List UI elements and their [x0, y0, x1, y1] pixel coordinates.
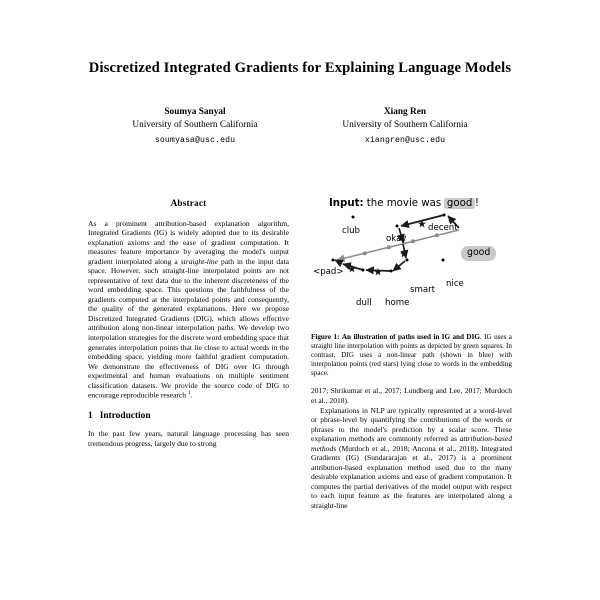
left-column [88, 198, 289, 448]
input-punctuation: ! [474, 198, 479, 209]
abstract-part-3: . [190, 390, 193, 400]
rc-part-1: Explanations in NLP are typically represented at a word-level or phrase-level by quantifying the contributions of the words or phrases to the model's prediction by a scalar score. These explanation methods are commonly referred as [311, 405, 512, 444]
node-label-good-highlighted: good [461, 246, 496, 261]
page-title: Discretized Integrated Gradients for Explaining Language Models [88, 60, 512, 76]
input-highlighted-token: good [444, 198, 474, 209]
abstract-part-1: As a prominent attribution-based explanation algorithm, Integrated Gradients (IG) is widely adopted due to its desirable explanation axioms and the ease of gradient computation. It measures feature importance by averaging the model's output gradient interpolated along a [88, 218, 289, 266]
node-label-club: club [342, 226, 361, 236]
abstract-heading: Abstract [170, 198, 207, 208]
introduction-paragraph: In the past few years, natural language processing has seen tremendous progress, largely due to strong [88, 429, 289, 448]
section-title: Introduction [99, 411, 151, 422]
node-label-nice: nice [446, 279, 464, 289]
author-email: soumyasa@usc.edu [154, 135, 236, 145]
section-number: 1 [88, 411, 93, 422]
figure-caption-text: . IG uses a straight line interpolation with points as depicted by green squares. In contrast, DIG uses a non-linear path (shown in blue) with interpolation points (red stars) lying close to words in the embedding space. [311, 333, 512, 378]
node-label-decent: decent [428, 223, 458, 233]
author-name: Xiang Ren [383, 107, 427, 117]
author-2 [300, 106, 510, 149]
abstract-part-2: path in the input data space. However, such straight-line interpolated points are not representative of text data due to the inherent discreteness of the word embedding space. This questions the faithfulness of the gradients computed at the interpolated points and consequently, the quality of the generated explanations. Here we propose Discretized Integrated Gradients (DIG), which allows effective attribution along non-linear interpolation paths. We develop two interpolation strategies for the discrete word embedding space that generates interpolation points that lie close to actual words in the embedding space, yielding more faithful gradient computation. We demonstrate the effectiveness of DIG over IG through experimental and human evaluations on multiple sentiment classification datasets. We provide the source code of DIG to encourage reproducible research [88, 256, 289, 400]
author-block [60, 106, 540, 149]
figure-input-sentence [329, 198, 479, 211]
author-1 [90, 106, 300, 149]
rc-part-2: (Murdoch et al., 2018; Ancona et al., 2018). Integrated Gradients (IG) (Sundararajan et al., 2017) is a prominent attribution-based explanation method used due to the many desirable explanation axioms and ease of gradient computation. It computes the partial derivatives of the model output with respect to each input feature as the features are interpolated along a straight-line [311, 443, 512, 510]
figure-caption [311, 333, 512, 378]
node-label-pad: <pad> [313, 267, 344, 277]
footnote-marker: 1 [187, 390, 191, 397]
author-name: Soumya Sanyal [164, 107, 226, 117]
figure-caption-number: Figure 1: [311, 333, 340, 341]
figure-caption-bold: An illustration of paths used in IG and DIG [341, 333, 480, 341]
input-label: Input: [329, 198, 364, 209]
section-heading-introduction [88, 411, 289, 423]
abstract-text [88, 219, 289, 401]
author-affiliation: University of Southern California [132, 120, 258, 131]
author-email: xiangren@usc.edu [364, 135, 446, 145]
node-label-smart: smart [410, 285, 436, 295]
rc-italic-attribution-based: attribution-based methods [311, 434, 512, 453]
author-affiliation: University of Southern California [342, 120, 468, 131]
node-label-dull: dull [356, 298, 372, 308]
abstract-italic-straight-line: straight-line [180, 256, 219, 266]
figure-1 [311, 198, 512, 329]
node-label-home: home [385, 298, 410, 308]
right-column-paragraph-2 [311, 406, 512, 511]
right-column [311, 198, 512, 510]
input-text: the movie was [366, 198, 442, 209]
embedding-path-diagram [311, 198, 512, 329]
right-column-continued-paragraph: 2017; Shrikumar et al., 2017; Lundberg and Lee, 2017; Murdoch et al., 2018). [311, 386, 512, 405]
node-label-okay: okay [386, 234, 407, 244]
